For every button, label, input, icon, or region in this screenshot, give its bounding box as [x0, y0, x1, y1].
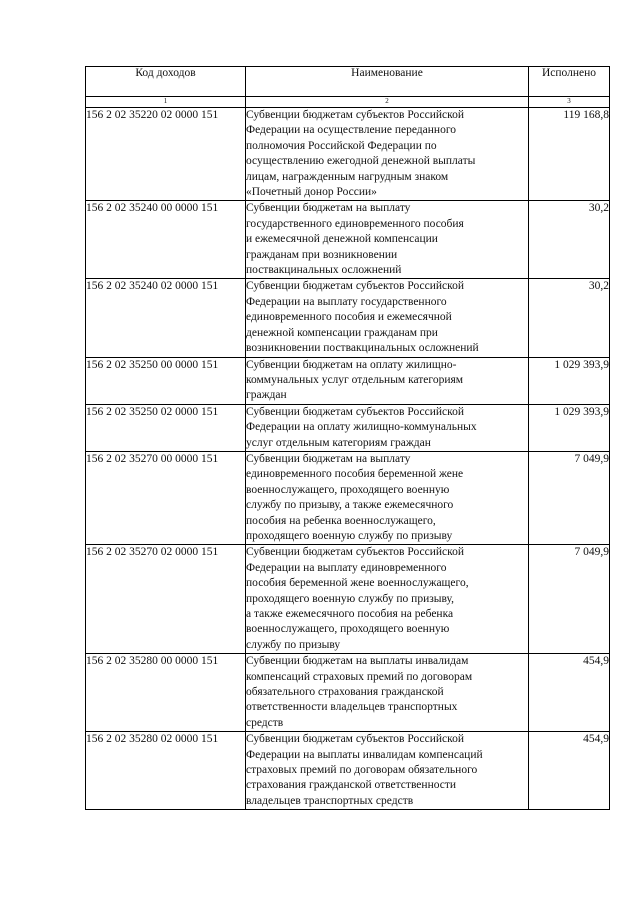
revenue-code: 156 2 02 35270 02 0000 151: [86, 545, 246, 654]
table-row: [86, 654, 610, 732]
table-row: [86, 201, 610, 279]
revenue-code: 156 2 02 35250 00 0000 151: [86, 357, 246, 404]
revenue-name: [246, 357, 529, 404]
revenue-name-line: Субвенции бюджетам на оплату жилищно-: [246, 358, 457, 371]
revenue-name-line: единовременного пособия беременной жене: [246, 468, 464, 481]
revenue-name: [246, 201, 529, 279]
header-row: [86, 67, 610, 97]
revenue-name: [246, 654, 529, 732]
column-number: 3: [529, 97, 610, 108]
revenue-name-line: гражданам при возникновении: [246, 248, 398, 261]
revenue-name-line: государственного единовременного пособия: [246, 217, 464, 230]
revenue-name-line: Федерации на осуществление переданного: [246, 124, 456, 137]
revenue-name-line: Федерации на оплату жилищно-коммунальных: [246, 421, 477, 434]
executed-amount: 30,2: [529, 201, 610, 279]
revenue-name: [246, 404, 529, 451]
revenue-name-line: Субвенции бюджетам субъектов Российской: [246, 109, 465, 121]
executed-amount: 30,2: [529, 279, 610, 357]
revenue-name-line: Федерации на выплату единовременного: [246, 561, 447, 574]
executed-amount: 454,9: [529, 732, 610, 810]
executed-amount: 7 049,9: [529, 451, 610, 544]
table-row: [86, 732, 610, 810]
revenue-name-line: Субвенции бюджетам на выплату: [246, 452, 411, 465]
revenue-name-line: граждан: [246, 389, 287, 402]
revenue-name-line: страховых премий по договорам обязательного: [246, 764, 478, 777]
header-name: Наименование: [246, 67, 529, 97]
revenue-name-line: поствакцинальных осложнений: [246, 264, 402, 277]
table-row: [86, 357, 610, 404]
revenue-name-line: пособия на ребенка военнослужащего,: [246, 514, 436, 527]
revenue-name: [246, 545, 529, 654]
revenue-name-line: проходящего военную службу по призыву,: [246, 592, 455, 605]
revenue-name-line: проходящего военную службу по призыву: [246, 529, 453, 542]
revenue-name-line: военнослужащего, проходящего военную: [246, 483, 450, 496]
revenue-name: [246, 279, 529, 357]
revenue-name-line: Субвенции бюджетам субъектов Российской: [246, 280, 465, 293]
revenue-name-line: лицам, награжденным нагрудным знаком: [246, 170, 449, 183]
revenue-table: [85, 66, 610, 810]
executed-amount: 1 029 393,9: [529, 404, 610, 451]
table-row: [86, 451, 610, 544]
revenue-code: 156 2 02 35240 00 0000 151: [86, 201, 246, 279]
revenue-name-line: Субвенции бюджетам на выплаты инвалидам: [246, 655, 469, 668]
revenue-name-line: денежной компенсации гражданам при: [246, 326, 438, 339]
revenue-name-line: единовременного пособия и ежемесячной: [246, 311, 452, 324]
revenue-name-line: и ежемесячной денежной компенсации: [246, 233, 438, 246]
revenue-name-line: полномочия Российской Федерации по: [246, 139, 437, 152]
revenue-name-line: возникновении поствакцинальных осложнений: [246, 342, 479, 355]
executed-amount: 119 168,8: [529, 108, 610, 201]
revenue-code: 156 2 02 35280 00 0000 151: [86, 654, 246, 732]
executed-amount: 7 049,9: [529, 545, 610, 654]
revenue-code: 156 2 02 35280 02 0000 151: [86, 732, 246, 810]
revenue-name-line: Субвенции бюджетам субъектов Российской: [246, 546, 465, 559]
table-row: [86, 108, 610, 201]
revenue-name-line: пособия беременной жене военнослужащего,: [246, 577, 469, 590]
table-body: [86, 108, 610, 810]
header-executed: Исполнено: [529, 67, 610, 97]
table-row: [86, 404, 610, 451]
revenue-name-line: обязательного страхования гражданской: [246, 686, 444, 699]
revenue-name-line: а также ежемесячного пособия на ребенка: [246, 608, 454, 620]
revenue-code: 156 2 02 35240 02 0000 151: [86, 279, 246, 357]
revenue-name-line: осуществлению ежегодной денежной выплаты: [246, 155, 476, 168]
revenue-name-line: Федерации на выплату государственного: [246, 295, 447, 308]
revenue-name-line: Субвенции бюджетам субъектов Российской: [246, 733, 465, 746]
revenue-name-line: военнослужащего, проходящего военную: [246, 623, 450, 636]
executed-amount: 454,9: [529, 654, 610, 732]
revenue-name-line: средств: [246, 716, 284, 729]
revenue-name: [246, 108, 529, 201]
revenue-name-line: страхования гражданской ответственности: [246, 779, 457, 792]
revenue-name-line: службу по призыву: [246, 638, 341, 651]
revenue-name-line: компенсаций страховых премий по договорам: [246, 670, 473, 683]
revenue-name: [246, 451, 529, 544]
executed-amount: 1 029 393,9: [529, 357, 610, 404]
revenue-name-line: владельцев транспортных средств: [246, 794, 414, 807]
revenue-name-line: Субвенции бюджетам на выплату: [246, 202, 411, 215]
table-row: [86, 279, 610, 357]
revenue-code: 156 2 02 35220 02 0000 151: [86, 108, 246, 201]
revenue-name: [246, 732, 529, 810]
revenue-code: 156 2 02 35270 00 0000 151: [86, 451, 246, 544]
revenue-code: 156 2 02 35250 02 0000 151: [86, 404, 246, 451]
column-number: 2: [246, 97, 529, 108]
header-code: Код доходов: [86, 67, 246, 97]
revenue-name-line: «Почетный донор России»: [246, 186, 377, 199]
revenue-name-line: коммунальных услуг отдельным категориям: [246, 373, 464, 386]
revenue-name-line: Федерации на выплаты инвалидам компенсаций: [246, 748, 483, 761]
revenue-name-line: службу по призыву, а также ежемесячного: [246, 499, 454, 512]
column-number: 1: [86, 97, 246, 108]
table-row: [86, 545, 610, 654]
revenue-name-line: услуг отдельным категориям граждан: [246, 436, 431, 449]
revenue-name-line: Субвенции бюджетам субъектов Российской: [246, 405, 465, 418]
column-number-row: [86, 97, 610, 108]
revenue-name-line: ответственности владельцев транспортных: [246, 701, 458, 714]
